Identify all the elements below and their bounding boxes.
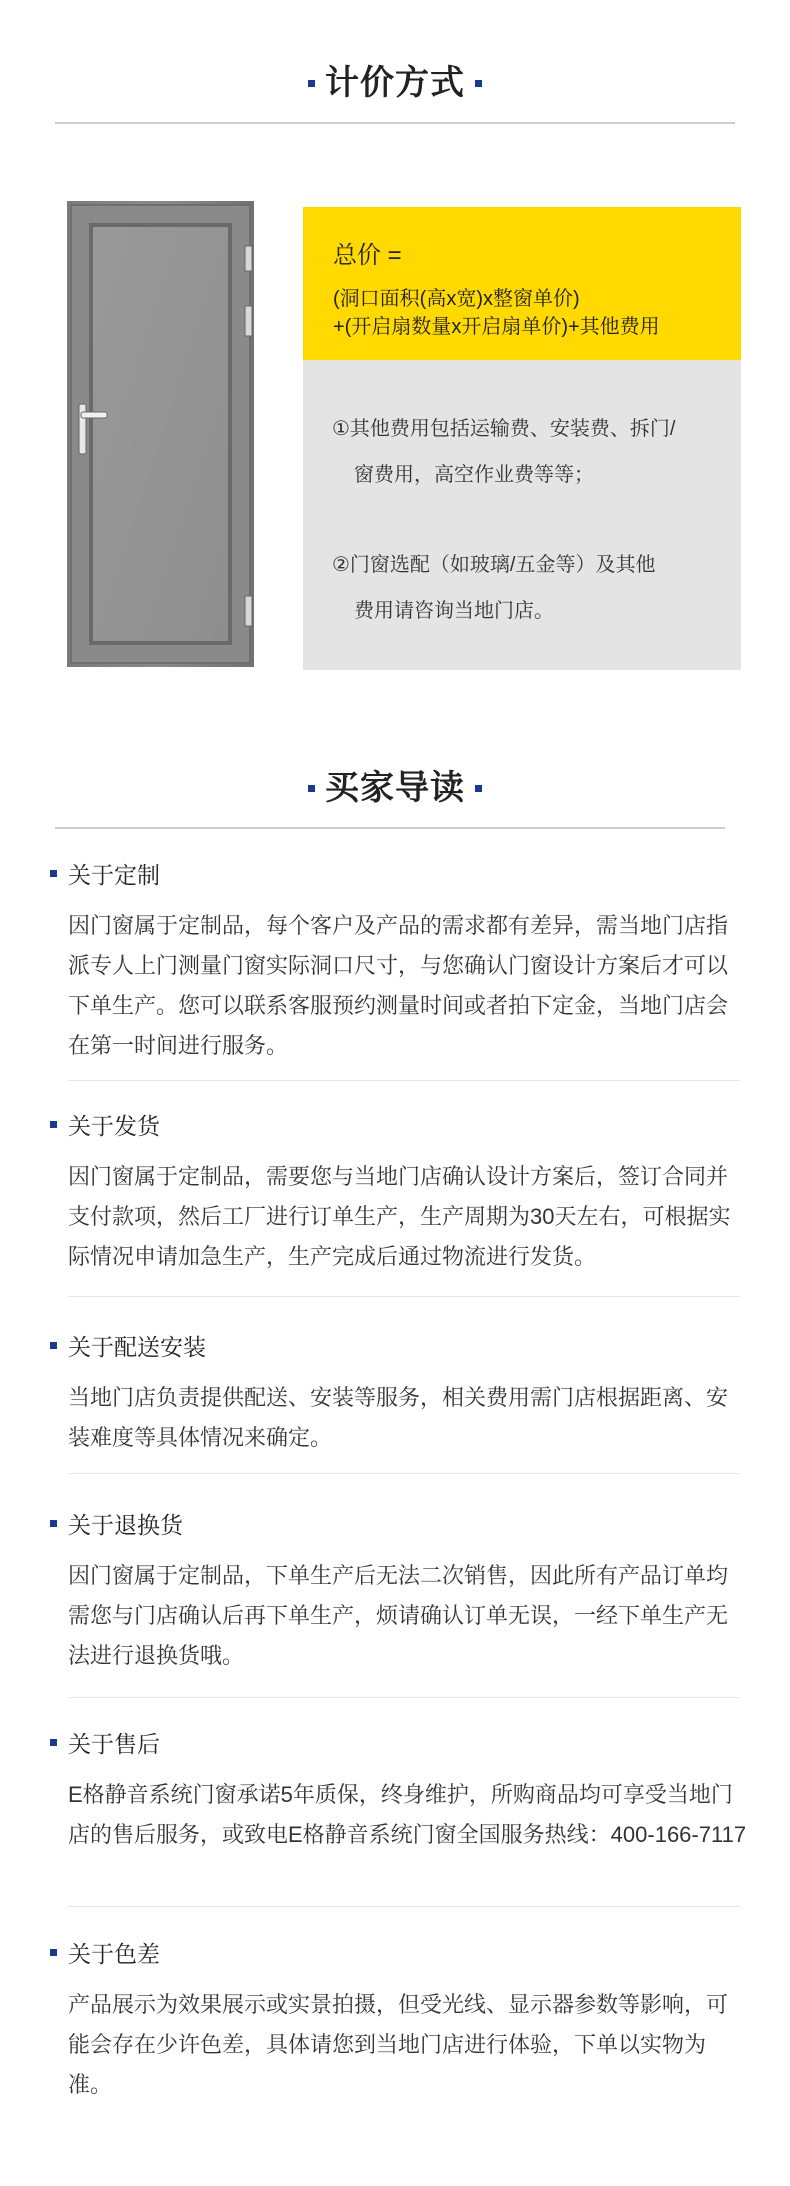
- guide-item-text: 因门窗属于定制品，需要您与当地门店确认设计方案后，签订合同并支付款项，然后工厂进行订单生产，生产周期为30天左右，可根据实际情况申请加急生产，生产完成后通过物流进行发货。: [68, 1164, 731, 1269]
- guide-item-text: 因门窗属于定制品，下单生产后无法二次销售，因此所有产品订单均需您与门店确认后再下单生产，烦请确认订单无误，一经下单生产无法进行退换货哦。: [68, 1563, 729, 1668]
- note-2-line-2: 费用请咨询当地门店。: [354, 600, 554, 622]
- bullet-square: [50, 1520, 57, 1527]
- note-1-line-2: 窗费用，高空作业费等等；: [354, 464, 594, 486]
- guide-item-title: 关于退换货: [68, 1511, 183, 1538]
- guide-item-customization: [50, 856, 740, 1066]
- title-dot-right: [475, 785, 482, 792]
- guide-item-title: 关于色差: [68, 1940, 160, 1967]
- price-notes-box: [303, 360, 741, 670]
- price-formula-box: [303, 207, 741, 360]
- guide-item-text: E格静音系统门窗承诺5年质保，终身维护，所购商品均可享受当地门店的售后服务，或致电E格静音系统门窗全国服务热线：400-166-7117: [68, 1782, 747, 1847]
- guide-section-title: [0, 760, 790, 809]
- guide-divider: [55, 827, 725, 829]
- guide-separator: [68, 1080, 740, 1081]
- title-dot-left: [308, 80, 315, 87]
- guide-separator: [68, 1473, 740, 1474]
- title-dot-right: [475, 80, 482, 87]
- guide-item-text: 因门窗属于定制品，每个客户及产品的需求都有差异，需当地门店指派专人上门测量门窗实际洞口尺寸，与您确认门窗设计方案后才可以下单生产。您可以联系客服预约测量时间或者拍下定金，当地门店会在第一时间进行服务。: [68, 913, 729, 1058]
- bullet-square: [50, 1739, 57, 1746]
- pricing-divider: [55, 122, 735, 124]
- guide-item-returns: [50, 1506, 740, 1676]
- guide-item-text: 产品展示为效果展示或实景拍摄，但受光线、显示器参数等影响，可能会存在少许色差，具体请您到当地门店进行体验，下单以实物为准。: [68, 1992, 729, 2097]
- guide-item-text: 当地门店负责提供配送、安装等服务，相关费用需门店根据距离、安装难度等具体情况来确定。: [68, 1385, 729, 1450]
- pricing-title-text: 计价方式: [325, 64, 465, 102]
- bullet-square: [50, 1949, 57, 1956]
- note-1-line-1: ①其他费用包括运输费、安装费、拆门/: [332, 418, 676, 440]
- door-product-image: [67, 201, 254, 667]
- pricing-section-title: [0, 55, 790, 104]
- title-dot-left: [308, 785, 315, 792]
- guide-item-title: 关于售后: [68, 1730, 160, 1757]
- guide-title-text: 买家导读: [325, 769, 465, 807]
- formula-line-2: +(开启扇数量x开启扇单价)+其他费用: [333, 316, 660, 338]
- formula-line-1: (洞口面积(高x宽)x整窗单价): [333, 288, 580, 310]
- guide-separator: [68, 1296, 740, 1297]
- guide-item-color-difference: [50, 1935, 740, 2105]
- bullet-square: [50, 870, 57, 877]
- guide-item-title: 关于配送安装: [68, 1333, 206, 1360]
- guide-item-title: 关于定制: [68, 861, 160, 888]
- guide-item-delivery-install: [50, 1328, 740, 1458]
- guide-separator: [68, 1697, 740, 1698]
- guide-item-shipping: [50, 1107, 740, 1277]
- formula-title: 总价 =: [333, 242, 402, 269]
- guide-item-after-sales: [50, 1725, 747, 1855]
- bullet-square: [50, 1342, 57, 1349]
- note-2-line-1: ②门窗选配（如玻璃/五金等）及其他: [332, 554, 656, 576]
- guide-separator: [68, 1906, 740, 1907]
- bullet-square: [50, 1121, 57, 1128]
- guide-item-title: 关于发货: [68, 1112, 160, 1139]
